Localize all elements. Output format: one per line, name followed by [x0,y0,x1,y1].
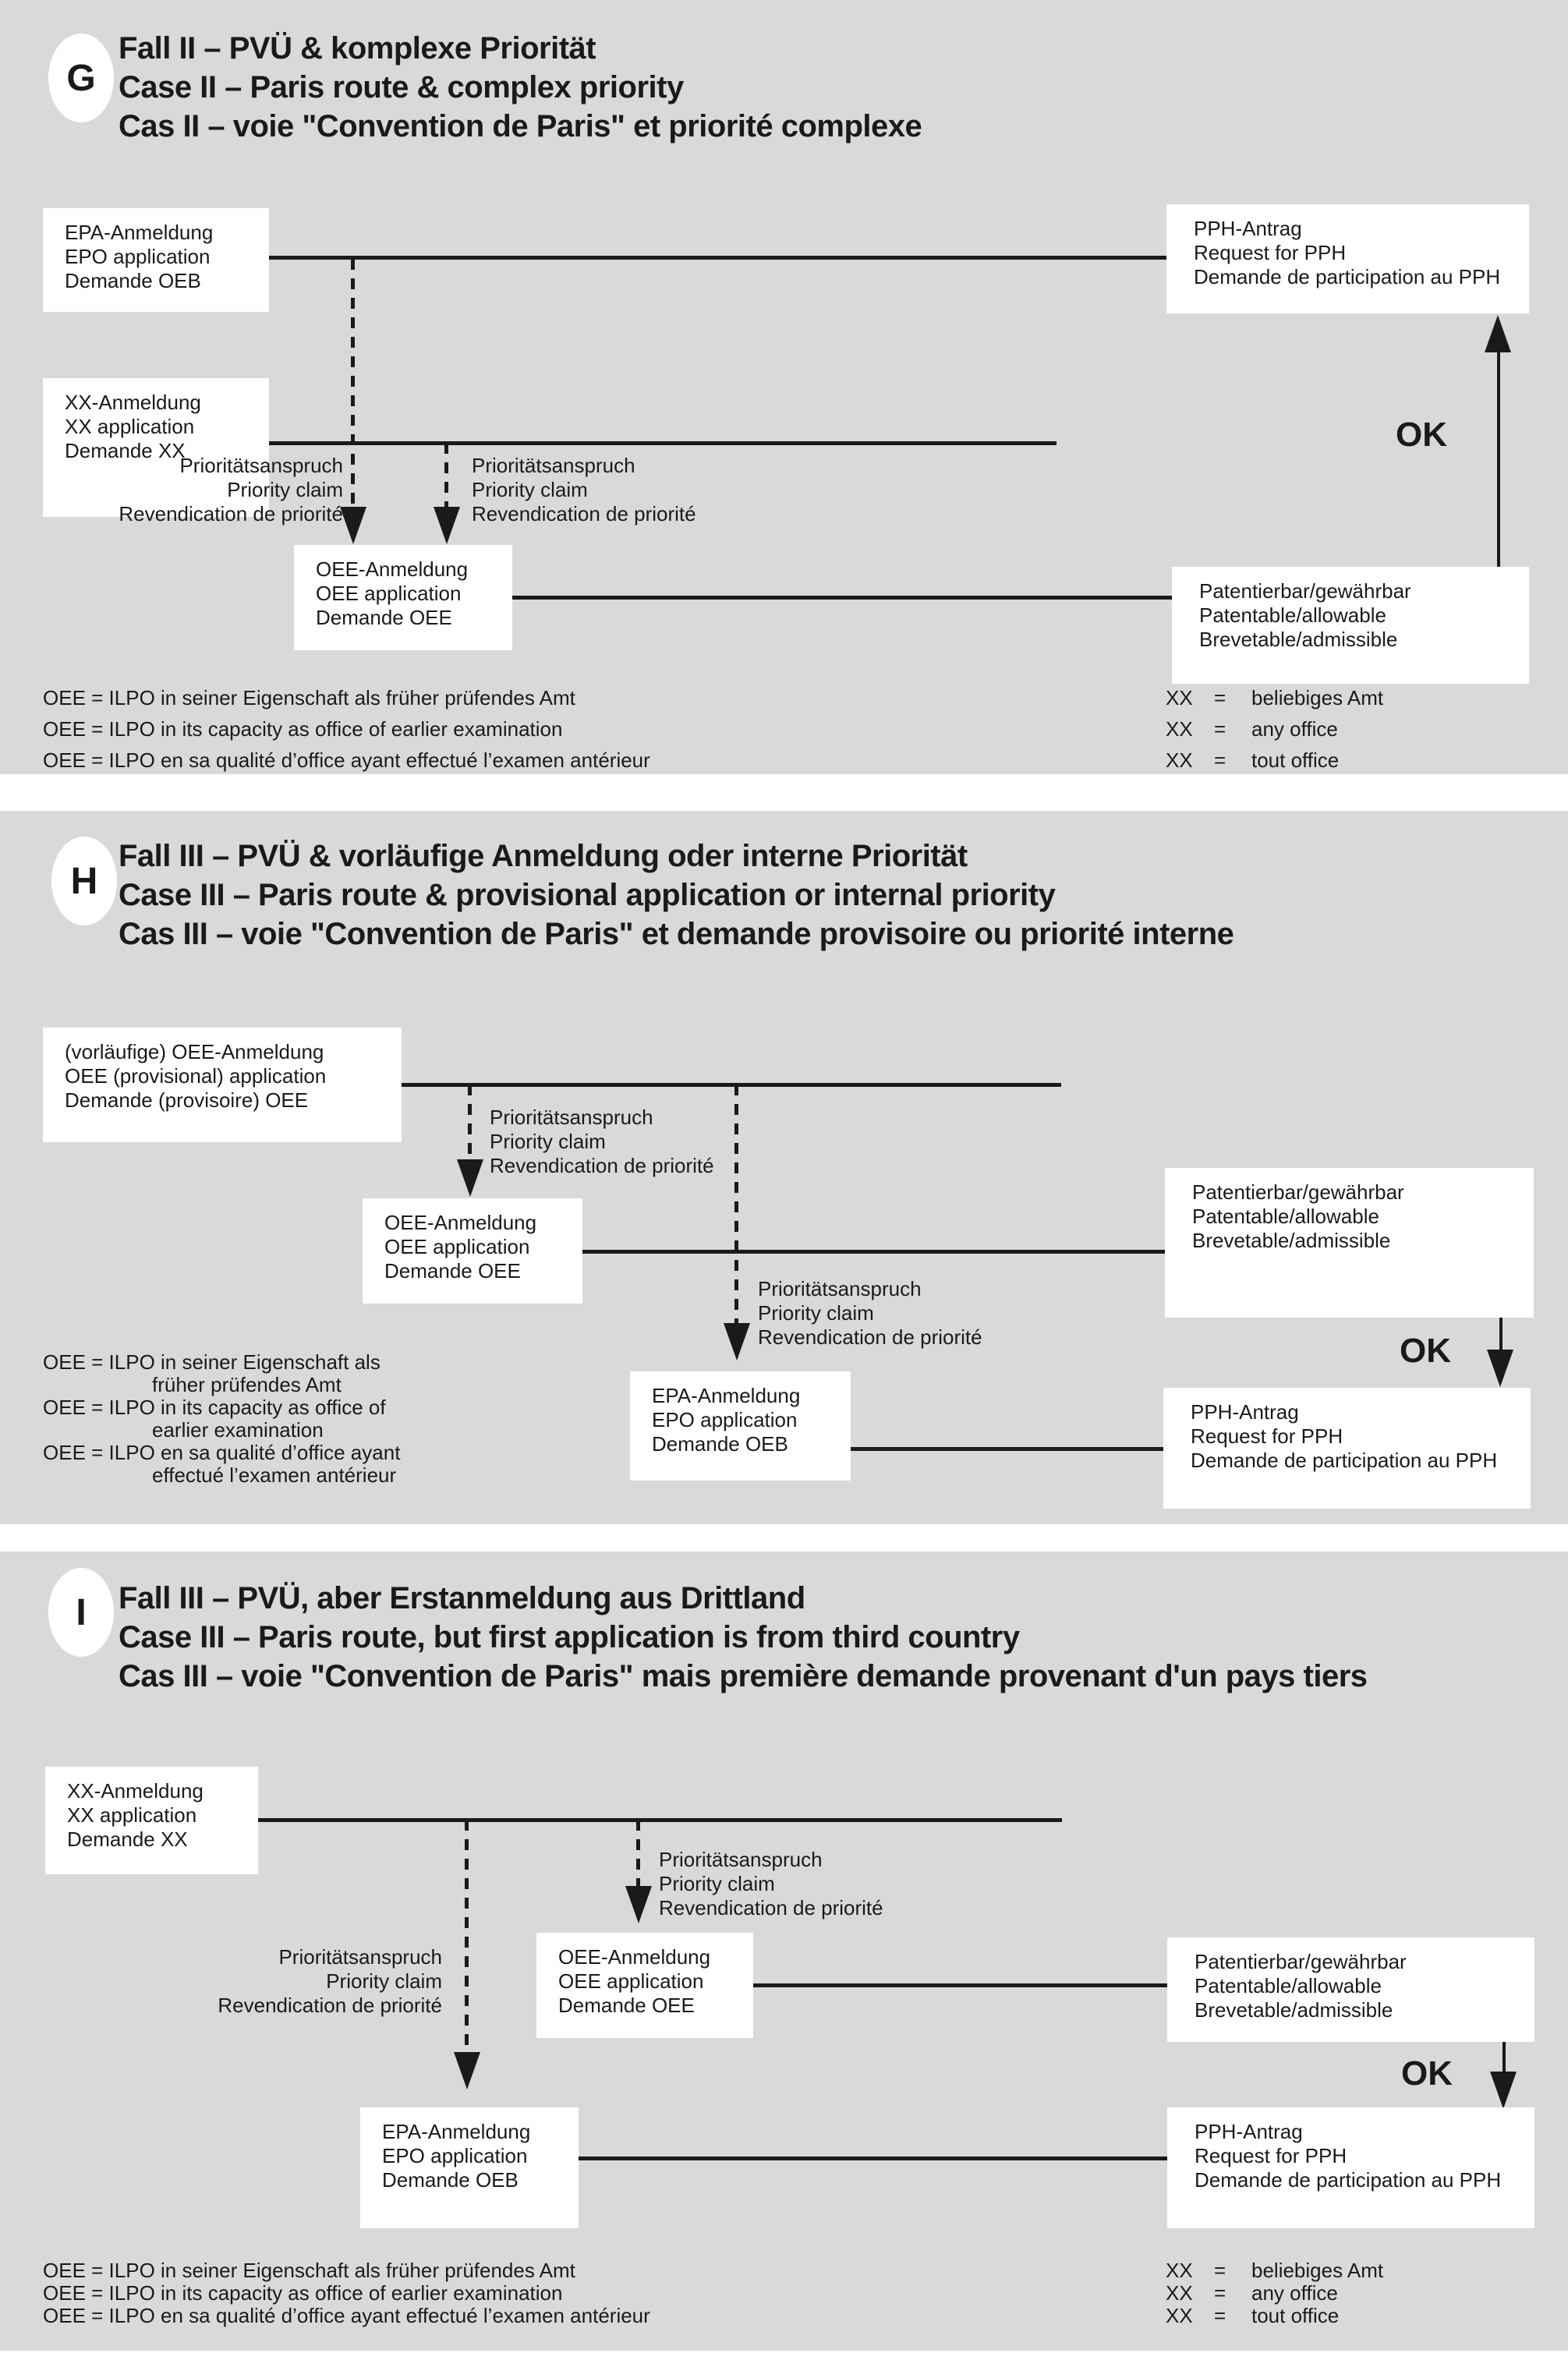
case-i-title-fr: Cas III – voie "Convention de Paris" mais première demande provenant d'un pays tiers [119,1659,1368,1693]
case-i-title [119,1579,1368,1696]
g-pph-line-en: Request for PPH [1194,241,1347,264]
h-priority-arrow-1-head [457,1159,483,1197]
h-ok-arrow-line [1499,1318,1503,1350]
g-xx-line-fr: Demande XX [65,439,186,462]
h-priority-arrow-2-line [734,1084,738,1323]
g-oee-legend-fr: OEE = ILPO en sa qualité d’office ayant effectué l’examen antérieur [43,748,650,772]
i-priority-arrow-2-line [636,1820,640,1886]
h-epa-line-en: EPO application [652,1408,798,1431]
h-epa-line-fr: Demande OEB [652,1432,788,1456]
g-priority-label-2 [472,454,696,526]
h-ok-label: OK [1400,1332,1451,1370]
g-xx-legend-row-de: XX = beliebiges Amt [1166,686,1384,709]
i-priority-label-2-fr: Revendication de priorité [659,1896,883,1919]
h-provisional-timeline [402,1083,1061,1087]
i-oee-legend [43,2259,650,2327]
h-oee-legend-de-2: früher prüfendes Amt [152,1373,342,1396]
i-patentable-line-fr: Brevetable/admissible [1195,1998,1393,2022]
g-xx-legend-row-fr: XX = tout office [1166,748,1340,772]
g-priority-label-2-de: Prioritätsanspruch [472,454,635,477]
h-priority-label-1-de: Prioritätsanspruch [490,1106,653,1129]
case-g-title [119,29,922,146]
h-priority-label-2-de: Prioritätsanspruch [758,1277,922,1300]
i-pph-request-box [1167,2107,1534,2228]
i-patentable-line-en: Patentable/allowable [1195,1974,1382,1997]
i-priority-label-2-en: Priority claim [659,1872,775,1895]
h-oee-line-fr: Demande OEE [384,1259,521,1283]
i-priority-arrow-2-head [625,1886,652,1923]
g-oee-timeline [512,596,1172,600]
i-xx-legend [1166,2259,1383,2327]
i-epa-timeline [579,2157,1167,2160]
h-pph-line-de: PPH-Antrag [1191,1400,1299,1424]
h-oee-application-box [363,1198,582,1304]
i-ok-arrow-line [1503,2042,1506,2072]
g-priority-label-2-fr: Revendication de priorité [472,502,696,525]
g-ok-label: OK [1396,416,1447,454]
g-epa-line-en: EPO application [65,245,211,268]
i-xx-legend-row-de: XX = beliebiges Amt [1166,2259,1384,2282]
case-i-badge-letter: I [76,1591,87,1633]
i-epa-line-fr: Demande OEB [382,2168,519,2192]
case-g-title-fr: Cas II – voie "Convention de Paris" et priorité complexe [119,109,922,143]
i-ok-label: OK [1401,2054,1453,2093]
g-priority-label-1-de: Prioritätsanspruch [179,454,343,477]
i-xx-legend-row-en: XX = any office [1166,2281,1338,2305]
g-priority-label-1-en: Priority claim [227,478,343,501]
case-h-title [119,837,1234,954]
g-priority-label-1-fr: Revendication de priorité [119,502,343,525]
h-epa-timeline [851,1447,1163,1451]
g-patentable-line-de: Patentierbar/gewährbar [1199,579,1411,603]
i-priority-label-2-de: Prioritätsanspruch [659,1848,823,1871]
g-priority-arrow-2-line [444,443,448,507]
h-priority-label-2 [758,1277,982,1350]
g-xx-legend-row-en: XX = any office [1166,717,1338,741]
i-xx-line-de: XX-Anmeldung [67,1779,204,1803]
g-priority-label-1 [119,454,343,526]
case-g-badge [48,34,114,122]
i-epa-line-en: EPO application [382,2144,528,2167]
i-epa-line-de: EPA-Anmeldung [382,2120,531,2143]
i-pph-line-de: PPH-Antrag [1195,2120,1303,2143]
case-h-title-en: Case III – Paris route & provisional application or internal priority [119,878,1056,912]
i-patentable-box [1167,1937,1534,2042]
h-priority-label-1 [490,1106,714,1178]
g-pph-request-box [1166,204,1529,313]
i-patentable-line-de: Patentierbar/gewährbar [1195,1950,1407,1973]
g-patentable-box [1172,567,1529,684]
h-pph-line-fr: Demande de participation au PPH [1191,1449,1498,1472]
g-oee-line-de: OEE-Anmeldung [316,557,469,581]
g-oee-line-en: OEE application [316,582,462,605]
h-patentable-line-en: Patentable/allowable [1192,1205,1379,1228]
g-epa-application-box [43,208,269,312]
i-pph-line-en: Request for PPH [1195,2144,1347,2167]
i-oee-line-en: OEE application [558,1969,704,1993]
h-oee-line-en: OEE application [384,1235,530,1258]
g-pph-line-fr: Demande de participation au PPH [1194,265,1501,288]
i-oee-legend-fr: OEE = ILPO en sa qualité d’office ayant effectué l’examen antérieur [43,2304,650,2327]
i-xx-legend-row-fr: XX = tout office [1166,2304,1340,2327]
h-oee-legend-de-1: OEE = ILPO in seiner Eigenschaft als [43,1350,380,1374]
g-xx-line-de: XX-Anmeldung [65,391,201,414]
g-priority-arrow-1-head [340,507,366,544]
case-i-title-de: Fall III – PVÜ, aber Erstanmeldung aus Drittland [119,1581,805,1615]
i-priority-label-1-de: Prioritätsanspruch [278,1945,442,1969]
case-h-title-fr: Cas III – voie "Convention de Paris" et demande provisoire ou priorité interne [119,917,1234,951]
g-epa-line-de: EPA-Anmeldung [65,221,214,244]
g-oee-legend [43,682,650,776]
i-priority-arrow-1-head [454,2052,480,2089]
h-provisional-line-fr: Demande (provisoire) OEE [65,1088,309,1112]
case-g-title-de: Fall II – PVÜ & komplexe Priorität [119,31,596,65]
h-pph-line-en: Request for PPH [1191,1424,1343,1448]
h-provisional-line-de: (vorläufige) OEE-Anmeldung [65,1040,324,1063]
h-priority-label-1-fr: Revendication de priorité [490,1154,714,1177]
g-xx-line-en: XX application [65,415,195,438]
h-provisional-oee-box [43,1028,402,1142]
h-provisional-line-en: OEE (provisional) application [65,1064,327,1088]
h-priority-label-2-en: Priority claim [758,1301,874,1325]
case-i-badge [48,1568,114,1657]
h-oee-legend-fr-1: OEE = ILPO en sa qualité d’office ayant [43,1441,401,1464]
h-epa-line-de: EPA-Anmeldung [652,1384,801,1407]
i-priority-arrow-1-line [465,1820,469,2052]
i-priority-label-2 [659,1848,883,1920]
i-epa-application-box [360,2107,579,2228]
i-pph-line-fr: Demande de participation au PPH [1195,2168,1502,2192]
h-priority-arrow-1-line [468,1084,472,1159]
h-epa-application-box [630,1371,851,1481]
case-h-badge-letter: H [70,860,98,902]
h-priority-label-2-fr: Revendication de priorité [758,1325,982,1349]
h-oee-legend-en-1: OEE = ILPO in its capacity as office of [43,1396,386,1419]
case-h-title-de: Fall III – PVÜ & vorläufige Anmeldung oder interne Priorität [119,839,968,873]
g-ok-arrow-line [1497,352,1500,567]
case-h-badge [51,837,117,925]
h-oee-legend [43,1351,400,1487]
g-xx-legend [1166,682,1383,776]
g-epa-line-fr: Demande OEB [65,269,201,292]
g-epa-timeline [269,256,1166,260]
i-oee-line-fr: Demande OEE [558,1994,695,2017]
g-priority-arrow-1-line [351,259,355,507]
g-patentable-line-fr: Brevetable/admissible [1199,628,1398,651]
h-patentable-box [1165,1168,1534,1318]
h-oee-legend-fr-2: effectué l’examen antérieur [152,1463,397,1487]
case-i-title-en: Case III – Paris route, but first application is from third country [119,1620,1020,1654]
g-xx-timeline [269,441,1057,445]
g-oee-application-box [294,545,512,650]
h-pph-request-box [1163,1388,1531,1509]
i-priority-label-1-en: Priority claim [326,1969,442,1993]
g-oee-legend-de: OEE = ILPO in seiner Eigenschaft als früher prüfendes Amt [43,686,575,709]
i-xx-application-box [45,1767,258,1874]
h-oee-legend-en-2: earlier examination [152,1418,324,1442]
case-g-badge-letter: G [66,57,96,99]
g-oee-legend-en: OEE = ILPO in its capacity as office of earlier examination [43,717,563,741]
i-oee-timeline [753,1983,1167,1987]
h-priority-label-1-en: Priority claim [490,1130,606,1153]
i-xx-timeline [258,1818,1062,1822]
h-patentable-line-de: Patentierbar/gewährbar [1192,1180,1404,1204]
h-patentable-line-fr: Brevetable/admissible [1192,1229,1391,1252]
g-patentable-line-en: Patentable/allowable [1199,603,1386,627]
i-oee-application-box [536,1933,753,2038]
i-priority-label-1-fr: Revendication de priorité [218,1994,442,2017]
case-g-title-en: Case II – Paris route & complex priority [119,70,684,104]
h-priority-arrow-2-head [724,1323,750,1360]
i-oee-line-de: OEE-Anmeldung [558,1945,711,1969]
g-priority-arrow-2-head [434,507,460,544]
i-oee-legend-de: OEE = ILPO in seiner Eigenschaft als früher prüfendes Amt [43,2259,575,2282]
i-priority-label-1 [218,1945,442,2018]
g-oee-line-fr: Demande OEE [316,606,452,629]
g-priority-label-2-en: Priority claim [472,478,588,501]
g-pph-line-de: PPH-Antrag [1194,217,1302,240]
i-xx-line-en: XX application [67,1803,197,1827]
h-oee-timeline [582,1250,1165,1254]
g-ok-arrow-head [1485,315,1511,352]
i-ok-arrow-head [1490,2072,1517,2109]
h-ok-arrow-head [1487,1350,1513,1387]
h-oee-line-de: OEE-Anmeldung [384,1211,537,1234]
i-xx-line-fr: Demande XX [67,1827,188,1851]
i-oee-legend-en: OEE = ILPO in its capacity as office of earlier examination [43,2281,563,2305]
